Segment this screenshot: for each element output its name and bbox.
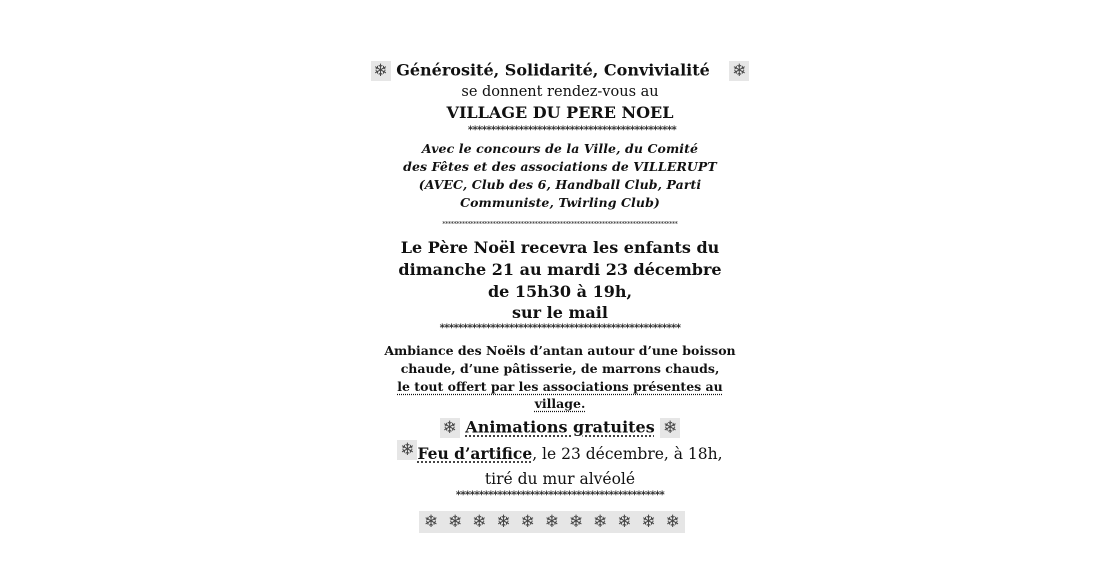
separator: ****************************************************	[439, 323, 681, 334]
snowflake-icon: ❄	[371, 61, 391, 81]
snowflake-icon: ❄	[568, 512, 584, 532]
schedule-line: de 15h30 à 19h,	[487, 282, 633, 301]
snowflake-icon: ❄	[665, 512, 680, 532]
snowflake-icon: ❄	[397, 440, 417, 460]
animations-line	[0, 418, 1120, 438]
snowflake-icon: ❄	[496, 512, 511, 532]
sponsors-line: des Fêtes et des associations de VILLERUPT	[403, 159, 717, 174]
title-text: Générosité, Solidarité, Convivialité	[396, 60, 710, 80]
title-line	[0, 61, 1120, 81]
schedule-line: sur le mail	[512, 303, 608, 322]
ambiance-line: Ambiance des Noëls d’antan autour d’une boisson	[384, 343, 736, 358]
snowflake-icon: ❄	[729, 61, 749, 81]
snowflake-icon: ❄	[448, 512, 463, 532]
animations-text: Animations gratuites	[465, 417, 655, 437]
ambiance-line: chaude, d’une pâtisserie, de marrons chauds,	[400, 361, 720, 376]
sponsors-line: (AVEC, Club des 6, Handball Club, Parti	[418, 177, 702, 192]
snowflake-icon: ❄	[617, 512, 632, 532]
ambiance-line: village.	[534, 396, 586, 411]
sponsors-line: Communiste, Twirling Club)	[460, 195, 660, 210]
subtitle: se donnent rendez-vous au	[461, 84, 659, 100]
snowflake-icon: ❄	[660, 418, 680, 438]
separator: ************************************************************************************	[442, 221, 678, 228]
snowflake-icon: ❄	[423, 512, 439, 532]
ambiance-line: le tout offert par les associations présentes au	[397, 379, 723, 394]
snowflake-icon: ❄	[641, 512, 656, 532]
fireworks-date: , le 23 décembre, à 18h,	[532, 445, 723, 463]
snowflake-icon: ❄	[472, 512, 487, 532]
snowflake-icon: ❄	[593, 512, 608, 532]
fireworks-location: tiré du mur alvéolé	[484, 470, 636, 488]
fireworks-line	[0, 440, 1120, 463]
snowflake-icon: ❄	[440, 418, 460, 438]
fireworks-title: Feu d’artifice	[417, 444, 533, 463]
schedule-line: dimanche 21 au mardi 23 décembre	[398, 260, 722, 279]
village-title: VILLAGE DU PERE NOEL	[446, 103, 674, 122]
snowflake-icon: ❄	[520, 512, 535, 532]
separator: *********************************************	[455, 490, 665, 501]
sponsors-line: Avec le concours de la Ville, du Comité	[421, 141, 699, 156]
snowflake-border	[419, 511, 685, 533]
separator: *********************************************	[467, 125, 677, 136]
snowflake-icon: ❄	[544, 512, 560, 532]
schedule-line: Le Père Noël recevra les enfants du	[400, 238, 720, 257]
